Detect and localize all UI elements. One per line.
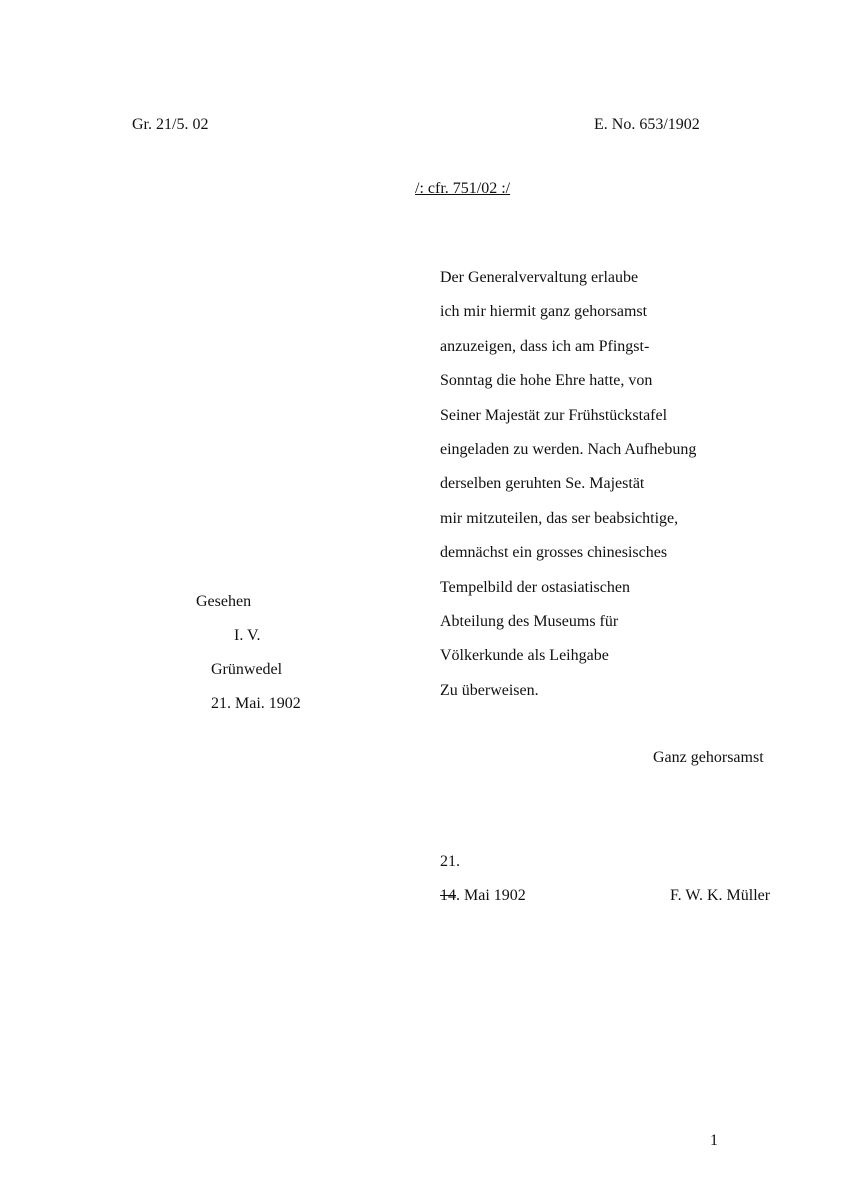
margin-note-seen: Gesehen <box>196 593 252 610</box>
letter-line: derselben geruhten Se. Majestät <box>440 475 645 493</box>
date-month-year: . Mai 1902 <box>456 887 526 904</box>
margin-note-name: Grünwedel <box>211 661 283 678</box>
letter-line: Seiner Majestät zur Frühstückstafel <box>440 406 668 424</box>
reference-left: Gr. 21/5. 02 <box>132 116 209 133</box>
date-struck-day: 14 <box>440 887 456 904</box>
letter-line: eingeladen zu werden. Nach Aufhebung <box>440 440 697 458</box>
letter-line: Sonntag die hohe Ehre hatte, von <box>440 372 653 390</box>
page-number: 1 <box>710 1132 718 1149</box>
letter-line: Tempelbild der ostasiatischen <box>440 578 630 596</box>
letter-line: anzuzeigen, dass ich am Pfingst- <box>440 337 650 355</box>
margin-note-date: 21. Mai. 1902 <box>211 695 301 712</box>
letter-line: Zu überweisen. <box>440 681 539 699</box>
letter-body <box>440 268 696 715</box>
letter-line: mir mitzuteilen, das ser beabsichtige, <box>440 509 679 527</box>
closing-phrase: Ganz gehorsamst <box>653 749 764 766</box>
letter-line: Völkerkunde als Leihgabe <box>440 647 609 665</box>
letter-date <box>440 886 526 906</box>
letter-line: demnächst ein grosses chinesisches <box>440 544 668 562</box>
letter-line: ich mir hiermit ganz gehorsamst <box>440 303 648 321</box>
letter-line: Der Generalvervaltung erlaube <box>440 269 639 286</box>
cross-reference: /: cfr. 751/02 :/ <box>415 180 511 197</box>
signature: F. W. K. Müller <box>670 887 771 904</box>
date-correction: 21. <box>440 853 460 870</box>
letter-line: Abteilung des Museums für <box>440 612 619 630</box>
margin-note-iv: I. V. <box>234 627 261 644</box>
reference-right: E. No. 653/1902 <box>594 116 700 133</box>
